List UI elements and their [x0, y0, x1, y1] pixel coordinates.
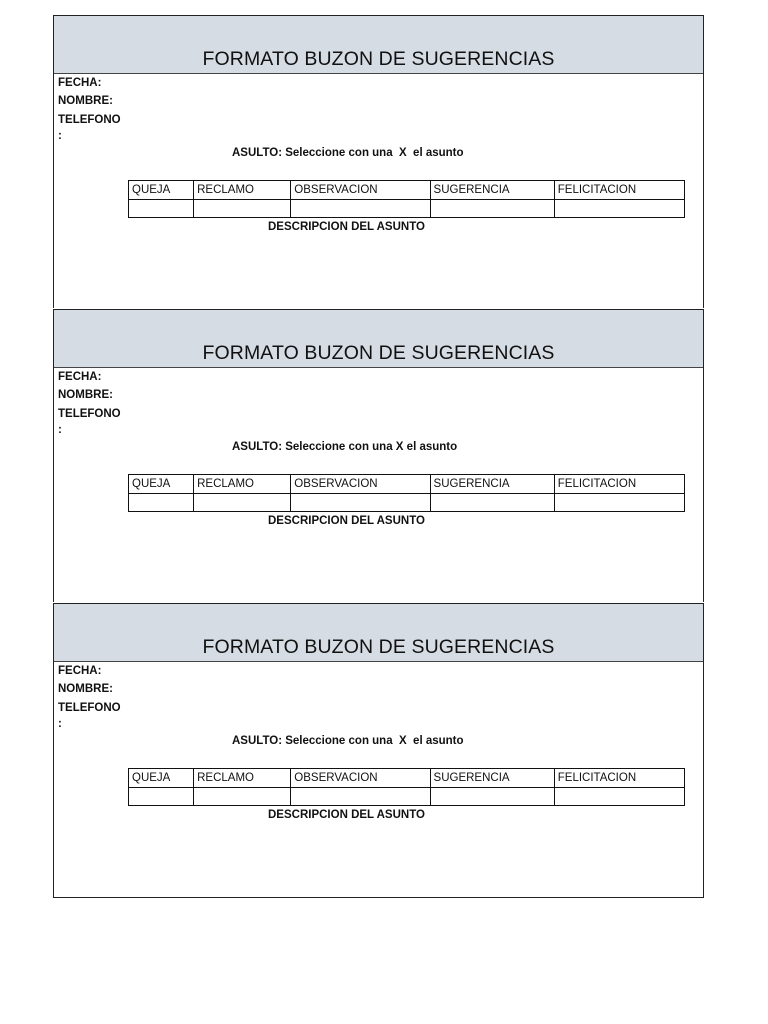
option-sugerencia: SUGERENCIA: [430, 769, 554, 788]
subject-options-table: [128, 180, 685, 218]
suggestion-form-3: [53, 603, 704, 898]
option-observacion: OBSERVACION: [291, 181, 430, 200]
mark-cell-felicitacion[interactable]: [554, 493, 684, 512]
option-reclamo: RECLAMO: [194, 475, 291, 494]
subject-options-table: [128, 474, 685, 512]
option-queja: QUEJA: [129, 181, 194, 200]
mark-cell-queja[interactable]: [129, 199, 194, 218]
options-mark-row: [129, 493, 685, 512]
options-header-row: [129, 769, 685, 788]
option-felicitacion: FELICITACION: [554, 769, 684, 788]
form-title: FORMATO BUZON DE SUGERENCIAS: [202, 342, 555, 364]
form-title: FORMATO BUZON DE SUGERENCIAS: [202, 48, 555, 70]
options-header-row: [129, 475, 685, 494]
suggestion-form-1: [53, 15, 704, 308]
mark-cell-felicitacion[interactable]: [554, 199, 684, 218]
subject-instruction: ASULTO: Seleccione con una X el asunto: [232, 147, 464, 159]
mark-cell-felicitacion[interactable]: [554, 787, 684, 806]
option-reclamo: RECLAMO: [194, 181, 291, 200]
name-field-label: NOMBRE:: [58, 95, 113, 107]
description-label: DESCRIPCION DEL ASUNTO: [268, 809, 425, 821]
options-mark-row: [129, 787, 685, 806]
mark-cell-reclamo[interactable]: [194, 787, 291, 806]
description-label: DESCRIPCION DEL ASUNTO: [268, 515, 425, 527]
name-field-label: NOMBRE:: [58, 683, 113, 695]
mark-cell-sugerencia[interactable]: [430, 199, 554, 218]
mark-cell-queja[interactable]: [129, 493, 194, 512]
form-header: [54, 310, 703, 368]
mark-cell-observacion[interactable]: [291, 199, 430, 218]
mark-cell-reclamo[interactable]: [194, 199, 291, 218]
form-title: FORMATO BUZON DE SUGERENCIAS: [202, 636, 555, 658]
option-felicitacion: FELICITACION: [554, 475, 684, 494]
mark-cell-queja[interactable]: [129, 787, 194, 806]
option-sugerencia: SUGERENCIA: [430, 475, 554, 494]
mark-cell-observacion[interactable]: [291, 787, 430, 806]
option-observacion: OBSERVACION: [291, 769, 430, 788]
phone-field-label: TELEFONO :: [58, 702, 121, 730]
form-header: [54, 16, 703, 74]
mark-cell-reclamo[interactable]: [194, 493, 291, 512]
phone-field-label: TELEFONO :: [58, 408, 121, 436]
mark-cell-sugerencia[interactable]: [430, 493, 554, 512]
form-header: [54, 604, 703, 662]
option-queja: QUEJA: [129, 475, 194, 494]
phone-field-label: TELEFONO :: [58, 114, 121, 142]
mark-cell-sugerencia[interactable]: [430, 787, 554, 806]
option-reclamo: RECLAMO: [194, 769, 291, 788]
mark-cell-observacion[interactable]: [291, 493, 430, 512]
option-observacion: OBSERVACION: [291, 475, 430, 494]
name-field-label: NOMBRE:: [58, 389, 113, 401]
description-label: DESCRIPCION DEL ASUNTO: [268, 221, 425, 233]
date-field-label: FECHA:: [58, 371, 102, 383]
option-queja: QUEJA: [129, 769, 194, 788]
options-header-row: [129, 181, 685, 200]
option-sugerencia: SUGERENCIA: [430, 181, 554, 200]
suggestion-form-2: [53, 309, 704, 602]
option-felicitacion: FELICITACION: [554, 181, 684, 200]
subject-instruction: ASULTO: Seleccione con una X el asunto: [232, 441, 458, 453]
options-mark-row: [129, 199, 685, 218]
date-field-label: FECHA:: [58, 665, 102, 677]
subject-instruction: ASULTO: Seleccione con una X el asunto: [232, 735, 464, 747]
date-field-label: FECHA:: [58, 77, 102, 89]
subject-options-table: [128, 768, 685, 806]
